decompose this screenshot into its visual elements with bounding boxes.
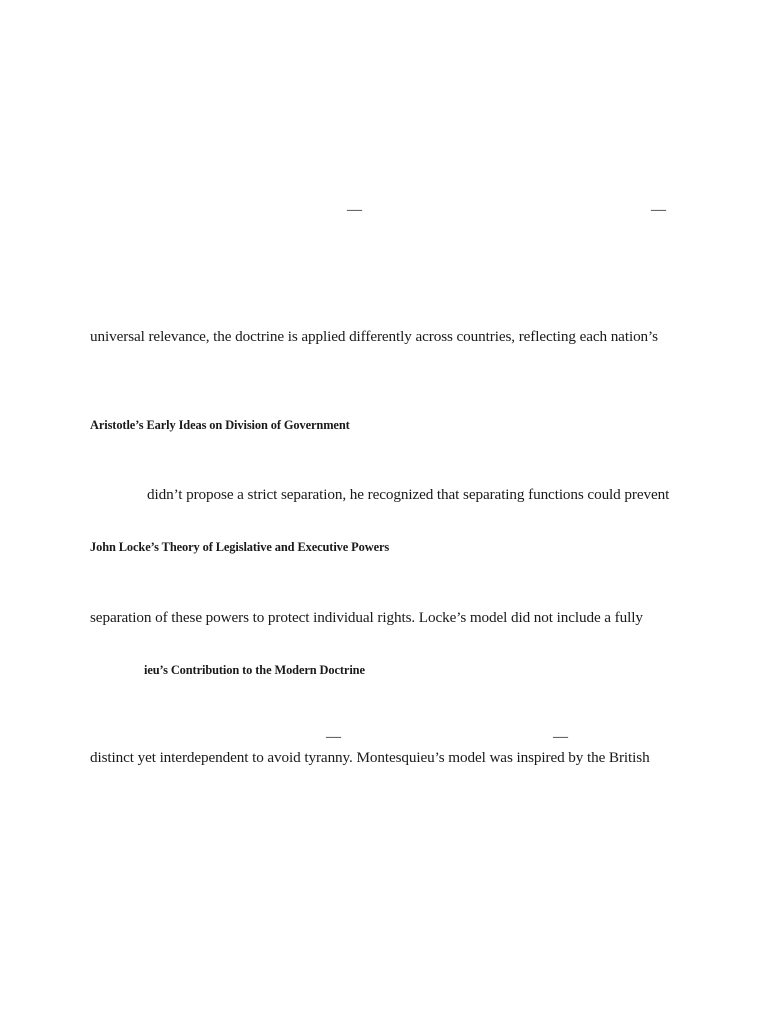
paragraph-line-2: didn’t propose a strict separation, he recognized that separating functions could prevent (147, 486, 670, 503)
paragraph-line-4: distinct yet interdependent to avoid tyranny. Montesquieu’s model was inspired by the British (90, 749, 650, 766)
heading-montesquieu: ieu’s Contribution to the Modern Doctrine (144, 663, 365, 677)
em-dash-4: — (553, 729, 568, 745)
em-dash-2: — (651, 202, 666, 218)
paragraph-line-3: separation of these powers to protect individual rights. Locke’s model did not include a fully (90, 609, 643, 626)
em-dash-1: — (347, 202, 362, 218)
paragraph-line-1: universal relevance, the doctrine is applied differently across countries, reflecting each nation’s (90, 328, 658, 345)
heading-aristotle: Aristotle’s Early Ideas on Division of Government (90, 418, 350, 432)
heading-locke: John Locke’s Theory of Legislative and Executive Powers (90, 540, 390, 554)
em-dash-3: — (326, 729, 341, 745)
